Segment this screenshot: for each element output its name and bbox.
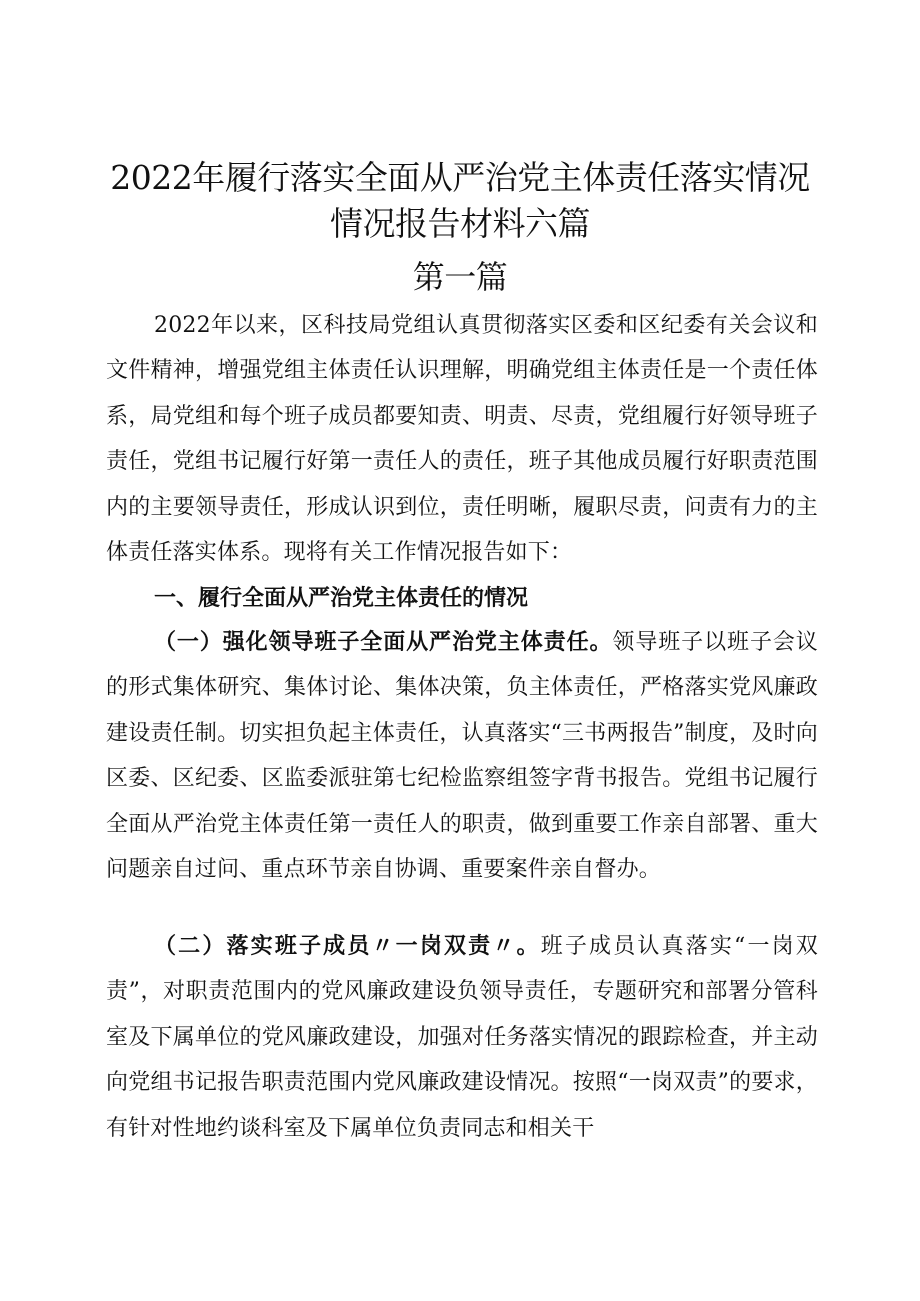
heading-section-one: 一、履行全面从严治党主体责任的情况 (154, 586, 529, 611)
paragraph-body-text: 班子成员认真落实“一岗双责”，对职责范围内的党风廉政建设负领导责任，专题研究和部署分管科室及下属单位的党风廉政建设，加强对任务落实情况的跟踪检查，并主动向党组书记报告职责范围内党风廉政建设情况。按照“一岗双责”的要求，有针对性地约谈科室及下属单位负责同志和相关干 (106, 934, 819, 1141)
document-title-line1: 2022年履行落实全面从严治党主体责任落实情况 (110, 158, 810, 197)
paragraph-lead-text: （二）落实班子成员〃一岗双责〃。 (154, 934, 541, 959)
paragraph-leadership-responsibility (106, 620, 818, 892)
paragraph-lead-text: （一）强化领导班子全面从严治党主体责任。 (154, 630, 613, 655)
section-title: 第一篇 (412, 258, 508, 296)
paragraph-intro: 2022年以来，区科技局党组认真贯彻落实区委和区纪委有关会议和文件精神，增强党组主体责任认识理解，明确党组主体责任是一个责任体系，局党组和每个班子成员都要知责、明责、尽责，党组履行好领导班子责任，党组书记履行好第一责任人的责任，班子其他成员履行好职责范围内的主要领导责任，形成认识到位，责任明晰，履职尽责，问责有力的主体责任落实体系。现将有关工作情况报告如下： (106, 313, 818, 566)
document-title-line2: 情况报告材料六篇 (330, 204, 590, 243)
paragraph-one-post-two-duties (106, 924, 818, 1151)
paragraph-body-text: 领导班子以班子会议的形式集体研究、集体讨论、集体决策，负主体责任，严格落实党风廉政建设责任制。切实担负起主体责任，认真落实“三书两报告”制度，及时向区委、区纪委、区监委派驻第七纪检监察组签字背书报告。党组书记履行全面从严治党主体责任第一责任人的职责，做到重要工作亲自部署、重大问题亲自过问、重点环节亲自协调、重要案件亲自督办。 (106, 630, 818, 883)
